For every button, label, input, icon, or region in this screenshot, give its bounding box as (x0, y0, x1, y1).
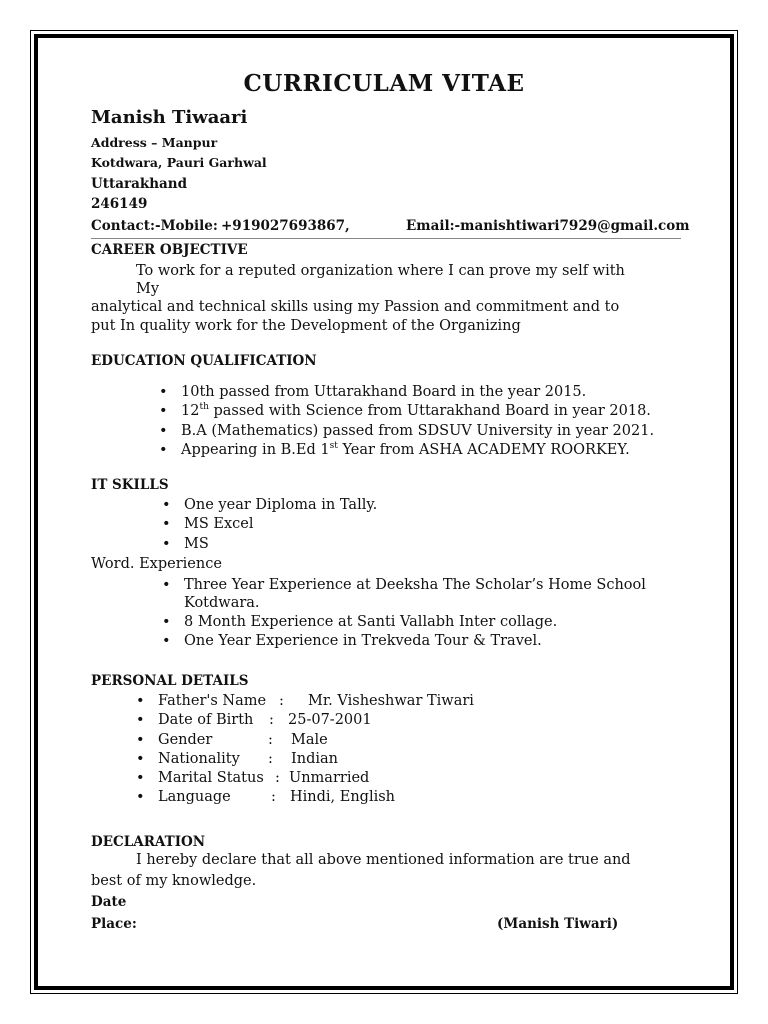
address-line-2: Kotdwara, Pauri Garhwal (91, 155, 267, 170)
career-line-3: analytical and technical skills using my Passion and commitment and to (91, 299, 620, 315)
address-line-3: Uttarakhand (91, 176, 188, 192)
document-title: CURRICULAM VITAE (243, 70, 525, 97)
place-label: Place: (91, 916, 137, 932)
education-item: • 10th passed from Uttarakhand Board in the year 2015. (181, 383, 654, 402)
it-skills-list (184, 496, 377, 554)
career-line-1: To work for a reputed organization where I can prove my self with (136, 263, 625, 279)
experience-item-1-cont: Kotdwara. (184, 595, 260, 611)
experience-list-2 (184, 613, 557, 652)
contact-mobile-label: Contact:-Mobile: (91, 218, 218, 234)
it-skills-heading: IT SKILLS (91, 477, 169, 493)
date-label: Date (91, 894, 127, 910)
it-skills-trailing: Word. Experience (91, 556, 222, 572)
candidate-name: Manish Tiwaari (91, 107, 248, 128)
header-divider (91, 238, 681, 239)
personal-details-heading: PERSONAL DETAILS (91, 673, 249, 689)
experience-item: • One Year Experience in Trekveda Tour & Travel. (184, 632, 557, 651)
it-skill-item: • MS (184, 535, 377, 554)
education-item: • Appearing in B.Ed 1st Year from ASHA ACADEMY ROORKEY. (181, 441, 654, 460)
experience-item: • 8 Month Experience at Santi Vallabh Inter collage. (184, 613, 557, 632)
experience-list (184, 576, 646, 595)
address-pin: 246149 (91, 196, 148, 212)
personal-detail-row: • Father's Name : Mr. Visheshwar Tiwari (158, 692, 474, 711)
declaration-line-2: best of my knowledge. (91, 873, 257, 889)
declaration-line-1: I hereby declare that all above mentioned information are true and (136, 852, 631, 868)
it-skill-item: • One year Diploma in Tally. (184, 496, 377, 515)
career-objective-heading: CAREER OBJECTIVE (91, 242, 248, 258)
career-line-2: My (136, 281, 160, 297)
personal-detail-row: • Marital Status : Unmarried (158, 769, 474, 788)
personal-detail-row: • Language : Hindi, English (158, 788, 474, 807)
education-list (181, 383, 654, 460)
personal-detail-row: • Nationality : Indian (158, 750, 474, 769)
experience-item: • Three Year Experience at Deeksha The Scholar’s Home School (184, 576, 646, 595)
declaration-heading: DECLARATION (91, 834, 206, 850)
contact-mobile: +919027693867, (221, 218, 350, 234)
career-line-4: put In quality work for the Development of the Organizing (91, 318, 521, 334)
personal-detail-row: • Gender : Male (158, 731, 474, 750)
education-heading: EDUCATION QUALIFICATION (91, 353, 317, 369)
it-skill-item: • MS Excel (184, 515, 377, 534)
personal-details-list (158, 692, 474, 808)
contact-email: Email:-manishtiwari7929@gmail.com (406, 218, 690, 234)
education-item: • B.A (Mathematics) passed from SDSUV University in year 2021. (181, 422, 654, 441)
personal-detail-row: • Date of Birth : 25-07-2001 (158, 711, 474, 730)
address-line-1: Address – Manpur (91, 135, 218, 150)
signature-name: (Manish Tiwari) (497, 916, 619, 932)
education-item: • 12th passed with Science from Uttarakhand Board in year 2018. (181, 402, 654, 421)
